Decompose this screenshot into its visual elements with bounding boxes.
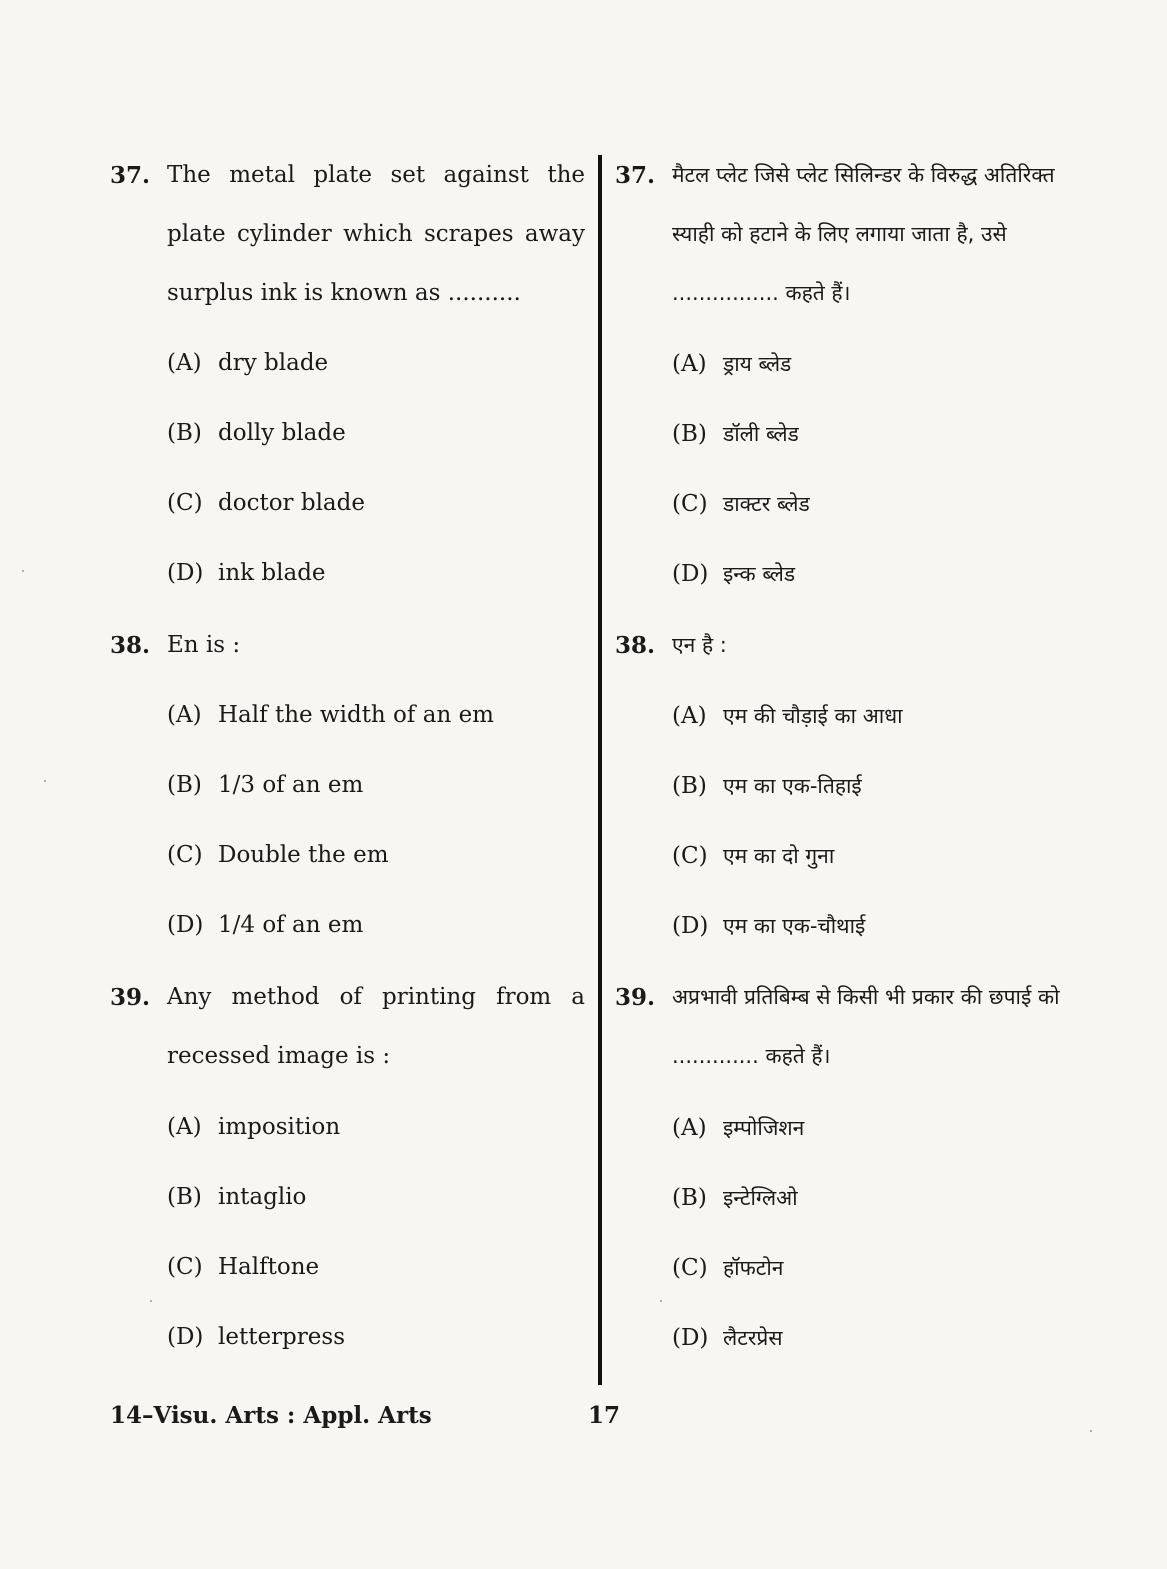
option-label: (B) — [167, 772, 202, 798]
option-c — [167, 1254, 585, 1280]
option-label: (D) — [672, 913, 709, 939]
option-text: एम की चौड़ाई का आधा — [723, 704, 903, 728]
scan-speck — [1090, 1430, 1092, 1432]
option-a — [672, 702, 1095, 730]
option-text: इम्पोजिशन — [723, 1116, 805, 1140]
option-a — [167, 1114, 585, 1140]
option-label: (B) — [672, 1185, 707, 1211]
option-text: letterpress — [218, 1324, 345, 1350]
option-a — [672, 1114, 1095, 1142]
option-text: ink blade — [218, 560, 326, 586]
option-label: (B) — [672, 773, 707, 799]
question-stem: Any method of printing from a recessed image is : — [167, 984, 585, 1069]
option-d — [672, 560, 1095, 588]
option-label: (D) — [167, 560, 204, 586]
question-stem: The metal plate set against the plate cylinder which scrapes away surplus ink is known as .......... — [167, 162, 585, 306]
option-text: 1/3 of an em — [218, 772, 364, 798]
option-text: ड्राय ब्लेड — [723, 352, 792, 376]
scan-speck — [150, 1300, 152, 1302]
option-text: डॉली ब्लेड — [723, 422, 799, 446]
option-text: एम का एक-तिहाई — [723, 774, 862, 798]
option-text: एम का दो गुना — [723, 844, 835, 868]
question-number: 38. — [110, 632, 151, 659]
question-number: 39. — [615, 984, 656, 1011]
option-text: Halftone — [218, 1254, 320, 1280]
option-text: इन्क ब्लेड — [723, 562, 796, 586]
option-text: Half the width of an em — [218, 702, 494, 728]
option-d — [167, 1324, 585, 1350]
option-text: हॉफटोन — [723, 1256, 784, 1280]
option-c — [672, 1254, 1095, 1282]
option-label: (C) — [672, 843, 708, 869]
option-d — [672, 1324, 1095, 1352]
option-label: (A) — [167, 702, 202, 728]
option-a — [672, 350, 1095, 378]
option-text: लैटरप्रेस — [723, 1326, 783, 1350]
question-stem: मैटल प्लेट जिसे प्लेट सिलिन्डर के विरुद्ध अतिरिक्त स्याही को हटाने के लिए लगाया जाता है, उसे ................ कहते हैं। — [672, 163, 1055, 305]
option-b — [167, 1184, 585, 1210]
question-number: 37. — [110, 162, 151, 189]
option-text: intaglio — [218, 1184, 307, 1210]
question-stem: अप्रभावी प्रतिबिम्ब से किसी भी प्रकार की छपाई को ............. कहते हैं। — [672, 985, 1060, 1068]
option-text: Double the em — [218, 842, 389, 868]
option-label: (A) — [167, 1114, 202, 1140]
option-label: (B) — [167, 420, 202, 446]
option-label: (D) — [167, 912, 204, 938]
option-c — [672, 842, 1095, 870]
option-c — [167, 490, 585, 516]
option-d — [167, 912, 585, 938]
column-divider — [598, 155, 602, 1385]
option-text: imposition — [218, 1114, 341, 1140]
option-label: (C) — [167, 1254, 203, 1280]
option-label: (C) — [167, 842, 203, 868]
page-number: 17 — [588, 1402, 621, 1429]
option-b — [672, 420, 1095, 448]
option-label: (A) — [167, 350, 202, 376]
option-c — [167, 842, 585, 868]
footer-subject: 14–Visu. Arts : Appl. Arts — [110, 1402, 432, 1429]
option-c — [672, 490, 1095, 518]
option-a — [167, 702, 585, 728]
option-text: डाक्टर ब्लेड — [723, 492, 810, 516]
option-b — [672, 1184, 1095, 1212]
option-label: (B) — [672, 421, 707, 447]
question-number: 37. — [615, 162, 656, 189]
option-label: (D) — [672, 1325, 709, 1351]
scan-speck — [44, 780, 46, 782]
option-text: इन्टेग्लिओ — [723, 1186, 798, 1210]
option-text: doctor blade — [218, 490, 365, 516]
option-label: (D) — [672, 561, 709, 587]
option-label: (C) — [672, 491, 708, 517]
option-text: dolly blade — [218, 420, 346, 446]
option-text: एम का एक-चौथाई — [723, 914, 866, 938]
option-label: (A) — [672, 351, 707, 377]
question-number: 39. — [110, 984, 151, 1011]
option-label: (C) — [672, 1255, 708, 1281]
scan-speck — [660, 1300, 662, 1302]
option-d — [672, 912, 1095, 940]
question-stem: एन है : — [672, 633, 727, 657]
option-b — [167, 772, 585, 798]
option-label: (A) — [672, 703, 707, 729]
option-b — [167, 420, 585, 446]
option-d — [167, 560, 585, 586]
option-label: (D) — [167, 1324, 204, 1350]
option-b — [672, 772, 1095, 800]
scan-speck — [22, 570, 24, 572]
question-stem: En is : — [167, 632, 241, 658]
option-label: (A) — [672, 1115, 707, 1141]
option-label: (B) — [167, 1184, 202, 1210]
option-label: (C) — [167, 490, 203, 516]
option-text: dry blade — [218, 350, 329, 376]
question-number: 38. — [615, 632, 656, 659]
option-a — [167, 350, 585, 376]
option-text: 1/4 of an em — [218, 912, 364, 938]
